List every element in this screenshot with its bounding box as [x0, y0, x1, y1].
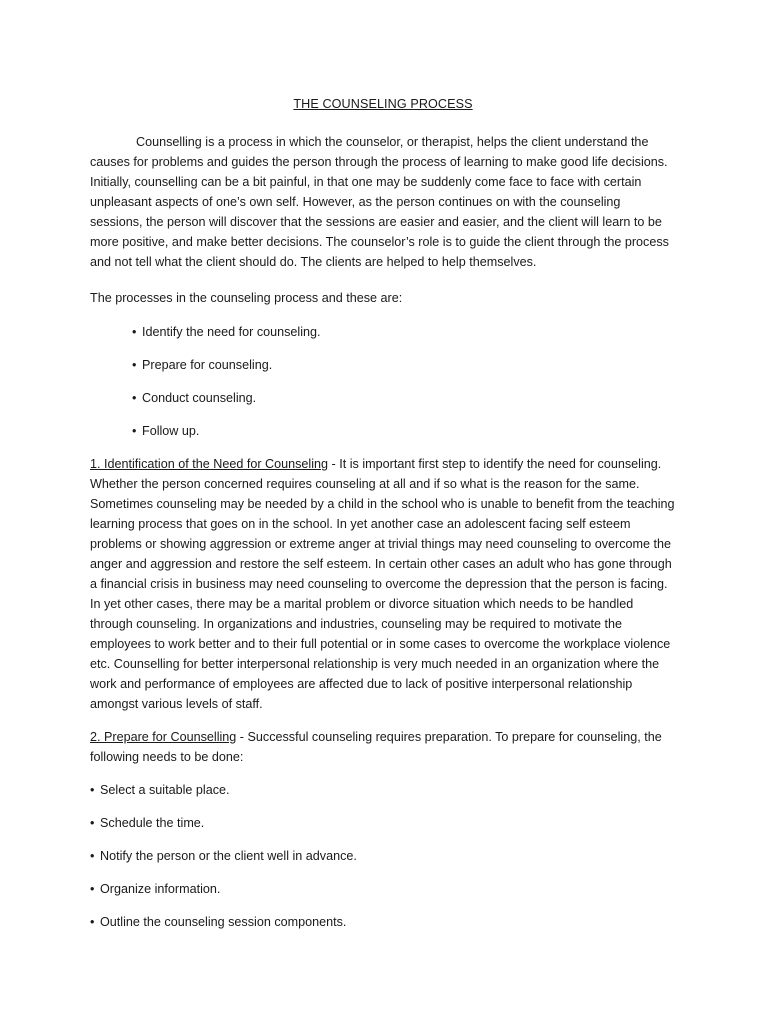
bullet-icon: • [90, 915, 95, 929]
bullet-icon: • [132, 424, 137, 438]
process-steps-list [90, 322, 676, 441]
list-item: • Organize information. [90, 879, 676, 899]
list-item: • Notify the person or the client well in advance. [90, 846, 676, 866]
list-item: • Prepare for counseling. [132, 355, 676, 375]
bullet-icon: • [90, 783, 95, 797]
bullet-icon: • [90, 849, 95, 863]
section-body-prepare: - Successful counseling requires preparation. To prepare for counseling, the following needs to be done: [90, 730, 662, 764]
prepare-steps-list [90, 780, 676, 932]
list-item: • Outline the counseling session components. [90, 912, 676, 932]
list-item: • Conduct counseling. [132, 388, 676, 408]
section-heading-identification: 1. Identification of the Need for Counseling [90, 457, 329, 471]
processes-lead-text: The processes in the counseling process and these are: [90, 291, 403, 305]
section-identification [90, 454, 676, 714]
document-title: THE COUNSELING PROCESS [293, 97, 473, 111]
section-heading-prepare: 2. Prepare for Counselling [90, 730, 237, 744]
section-body-identification: - It is important first step to identify the need for counseling. Whether the person concerned requires counseling at all and if so what is the reason for the same. Sometimes counseling may be needed by a child in the school who is unable to benefit from the teaching learning process that goes on in the school. In yet another case an adolescent facing self esteem problems or showing aggression or extreme anger at trivial things may need counseling to overcome the anger and aggression and restore the self esteem. In certain other cases an adult who has gone through a financial crisis in business may need counseling to overcome the depression that the person is facing. In yet other cases, there may be a marital problem or divorce situation which needs to be handled through counseling. In organizations and industries, counseling may be required to motivate the employees to work better and to their full potential or in some cases to overcome the workplace violence etc. Counselling for better interpersonal relationship is very much needed in an organization where the work and performance of employees are affected due to lack of positive interpersonal relationship amongst various levels of staff. [90, 457, 675, 711]
section-prepare [90, 727, 676, 767]
intro-paragraph: Counselling is a process in which the counselor, or therapist, helps the client understand the causes for problems and guides the person through the process of learning to make good life decisions. Initially, counselling can be a bit painful, in that one may be suddenly come face to face with certain unpleasant aspects of one’s own self. However, as the person continues on with the counseling sessions, the person will discover that the sessions are easier and easier, and the client will learn to be more positive, and make better decisions. The counselor’s role is to guide the client through the process and not tell what the client should do. The clients are helped to help themselves. [90, 135, 669, 269]
bullet-icon: • [90, 882, 95, 896]
list-item: • Schedule the time. [90, 813, 676, 833]
bullet-icon: • [132, 325, 137, 339]
bullet-icon: • [90, 816, 95, 830]
bullet-icon: • [132, 391, 137, 405]
list-item: • Identify the need for counseling. [132, 322, 676, 342]
list-item: • Follow up. [132, 421, 676, 441]
bullet-icon: • [132, 358, 137, 372]
list-item: • Select a suitable place. [90, 780, 676, 800]
